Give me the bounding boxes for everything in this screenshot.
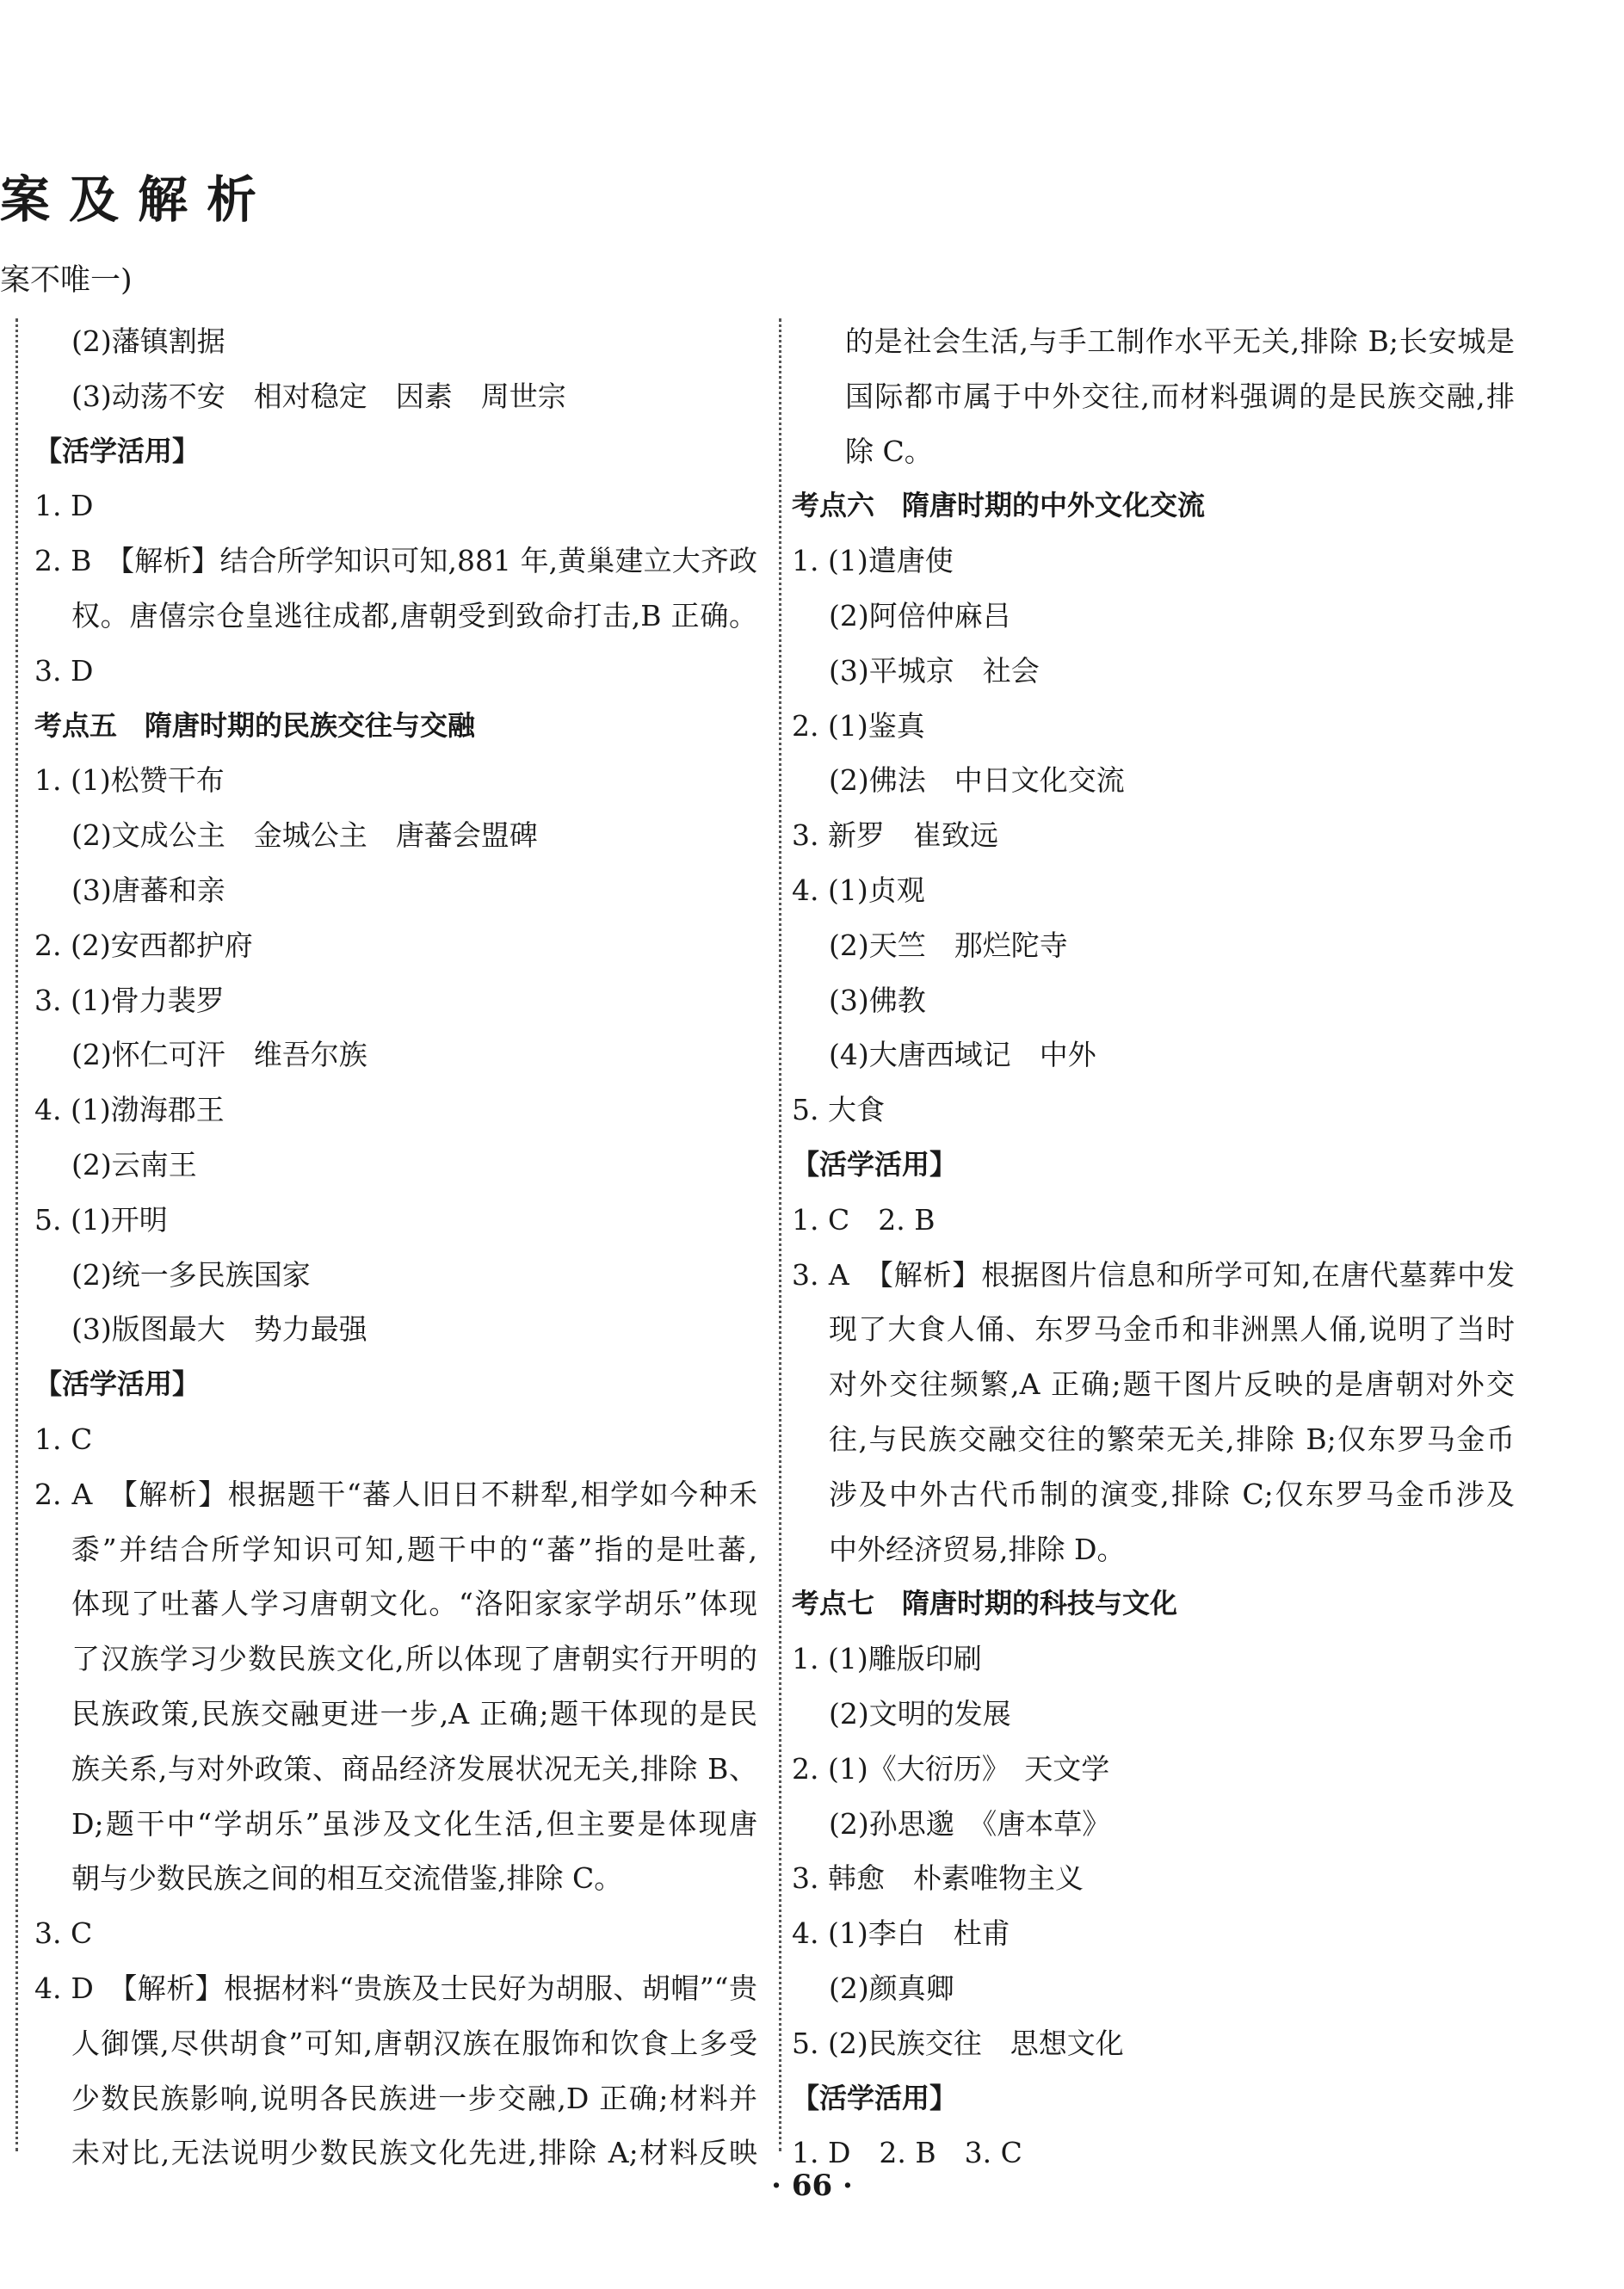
section-label: 【活学活用】	[792, 1147, 958, 1181]
answer-line: 4. (1)李白 杜甫	[792, 1916, 1010, 1951]
answer-line: 2. A 【解析】根据题干“蕃人旧日不耕犁,相学如今种禾	[34, 1477, 757, 1511]
left-column	[34, 314, 757, 2181]
answer-line: 1. (1)遣唐使	[792, 544, 954, 578]
answer-line: 1. D 2. B 3. C	[792, 2136, 1022, 2170]
answer-line: 族关系,与对外政策、商品经济发展状况无关,排除 B、	[71, 1751, 757, 1786]
answer-line: (2)孙思邈 《唐本草》	[829, 1806, 1111, 1841]
answer-line: 4. (1)渤海郡王	[34, 1093, 225, 1127]
answer-line: (2)云南王	[71, 1147, 197, 1182]
answer-line: 1. C	[34, 1422, 93, 1456]
answer-line: (2)阿倍仲麻吕	[829, 598, 1011, 632]
answer-line: 1. (1)雕版印刷	[792, 1642, 982, 1676]
answer-line: (3)版图最大 势力最强	[71, 1312, 367, 1347]
page-title: 案及解析	[0, 170, 276, 229]
answer-line: (3)平城京 社会	[829, 653, 1040, 688]
answer-line: 2. (1)鉴真	[792, 708, 925, 743]
answer-line: 3. (1)骨力裴罗	[34, 983, 225, 1017]
answer-line: 3. 韩愈 朴素唯物主义	[792, 1861, 1084, 1896]
answer-line: 3. A 【解析】根据图片信息和所学可知,在唐代墓葬中发	[792, 1257, 1515, 1292]
answer-line: 4. D 【解析】根据材料“贵族及士民好为胡服、胡帽”“贵	[34, 1971, 757, 2005]
answer-line: 1. C 2. B	[792, 1202, 935, 1237]
answer-line: 3. D	[34, 653, 94, 688]
answer-line: 的是社会生活,与手工制作水平无关,排除 B;长安城是	[845, 324, 1515, 358]
answer-line: 1. (1)松赞干布	[34, 763, 225, 798]
answer-line: 2. (2)安西都护府	[34, 928, 253, 962]
answer-line: 少数民族影响,说明各民族进一步交融,D 正确;材料并	[71, 2081, 757, 2115]
answer-line: 3. 新罗 崔致远	[792, 818, 998, 853]
answer-line: 体现了吐蕃人学习唐朝文化。“洛阳家家学胡乐”体现	[71, 1587, 757, 1621]
answer-line: 5. 大食	[792, 1093, 885, 1127]
answer-line: 5. (1)开明	[34, 1202, 168, 1237]
answer-line: (2)怀仁可汗 维吾尔族	[71, 1038, 367, 1072]
answer-line: (3)唐蕃和亲	[71, 873, 225, 907]
answer-line: 2. B 【解析】结合所学知识可知,881 年,黄巢建立大齐政	[34, 544, 757, 578]
answer-line: 中外经济贸易,排除 D。	[829, 1532, 1126, 1566]
answer-line: 未对比,无法说明少数民族文化先进,排除 A;材料反映	[71, 2136, 757, 2170]
section-label: 【活学活用】	[34, 434, 201, 467]
answer-line: 了汉族学习少数民族文化,所以体现了唐朝实行开明的	[71, 1642, 757, 1676]
answer-line: (3)佛教	[829, 983, 926, 1017]
answer-line: 人御馔,尽供胡食”可知,唐朝汉族在服饰和饮食上多受	[71, 2026, 757, 2060]
page-subtitle: 案不唯一)	[0, 263, 133, 298]
section-label: 【活学活用】	[792, 2081, 958, 2114]
section-heading: 考点五 隋唐时期的民族交往与交融	[34, 708, 476, 742]
answer-line: 朝与少数民族之间的相互交流借鉴,排除 C。	[71, 1861, 623, 1896]
answer-line: (2)文成公主 金城公主 唐蕃会盟碑	[71, 818, 538, 853]
answer-line: (2)藩镇割据	[71, 324, 225, 358]
answer-line: 2. (1)《大衍历》 天文学	[792, 1751, 1110, 1786]
answer-line: 涉及中外古代币制的演变,排除 C;仅东罗马金币涉及	[829, 1477, 1515, 1511]
answer-line: 现了大食人俑、东罗马金币和非洲黑人俑,说明了当时	[829, 1312, 1515, 1347]
answer-line: (2)统一多民族国家	[71, 1257, 311, 1292]
column-divider	[779, 318, 781, 2151]
answer-line: (2)佛法 中日文化交流	[829, 763, 1125, 798]
section-heading: 考点六 隋唐时期的中外文化交流	[792, 489, 1206, 522]
answer-line: 1. D	[34, 489, 94, 523]
answer-line: (2)颜真卿	[829, 1971, 954, 2005]
answer-line: 3. C	[34, 1916, 93, 1951]
answer-line: (3)动荡不安 相对稳定 因素 周世宗	[71, 379, 566, 413]
answer-line: 权。唐僖宗仓皇逃往成都,唐朝受到致命打击,B 正确。	[71, 598, 757, 632]
answer-line: D;题干中“学胡乐”虽涉及文化生活,但主要是体现唐	[71, 1806, 757, 1841]
section-heading: 考点七 隋唐时期的科技与文化	[792, 1587, 1178, 1620]
answer-line: 5. (2)民族交往 思想文化	[792, 2026, 1124, 2060]
answer-line: (2)天竺 那烂陀寺	[829, 928, 1068, 962]
answer-line: (4)大唐西域记 中外	[829, 1038, 1096, 1072]
answer-line: 民族政策,民族交融更进一步,A 正确;题干体现的是民	[71, 1696, 757, 1731]
answer-line: 对外交往频繁,A 正确;题干图片反映的是唐朝对外交	[829, 1367, 1515, 1402]
answer-line: 国际都市属于中外交往,而材料强调的是民族交融,排	[845, 379, 1515, 413]
answer-line: (2)文明的发展	[829, 1696, 1011, 1731]
left-margin-divider	[15, 318, 18, 2151]
answer-line: 4. (1)贞观	[792, 873, 925, 907]
section-label: 【活学活用】	[34, 1367, 201, 1401]
answer-line: 往,与民族交融交往的繁荣无关,排除 B;仅东罗马金币	[829, 1422, 1515, 1456]
answer-line: 除 C。	[845, 434, 933, 468]
page-number: · 66 ·	[771, 2169, 853, 2203]
right-column	[792, 314, 1515, 2181]
answer-line: 黍”并结合所学知识可知,题干中的“蕃”指的是吐蕃,	[71, 1532, 757, 1566]
